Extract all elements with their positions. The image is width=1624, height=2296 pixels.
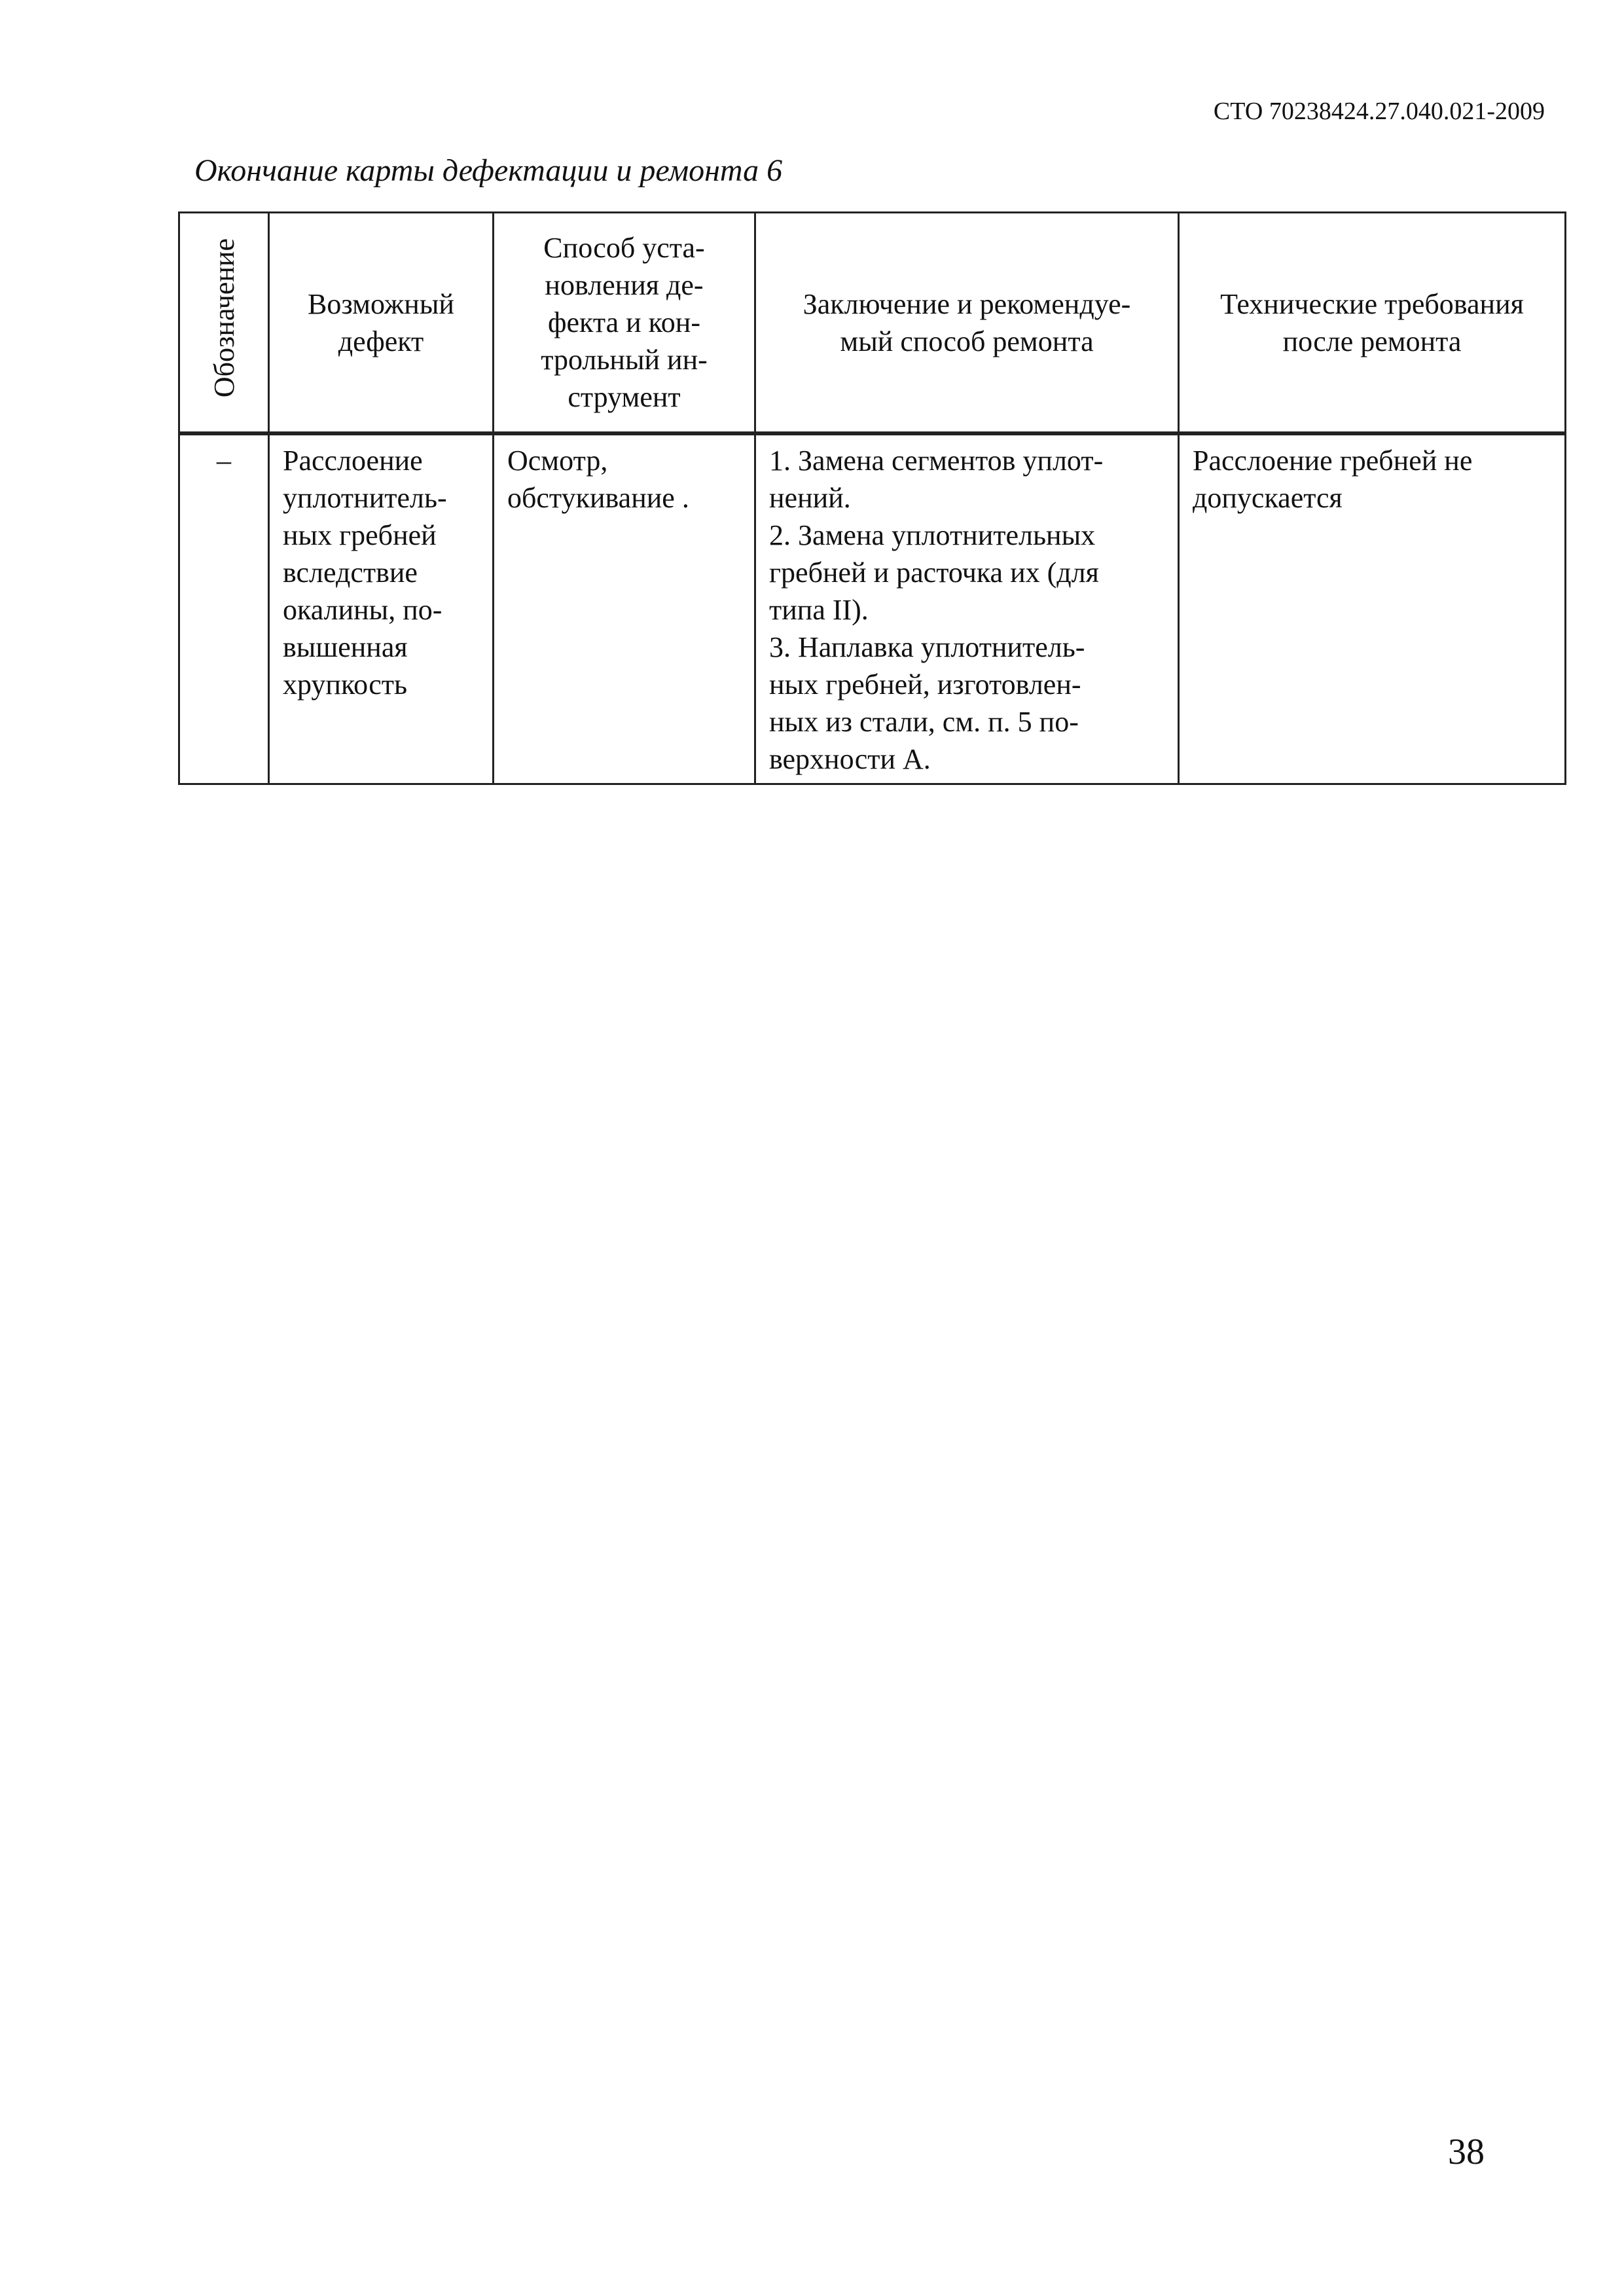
- header-designation-label: Обозначение: [208, 238, 240, 398]
- cell-detection-method: Осмотр, обстукивание .: [494, 433, 755, 784]
- header-detection-method: [494, 213, 755, 434]
- cell-conclusion: 1. Замена сегментов уплот- нений. 2. Замена уплотнительных гребней и расточка их (для типа II). 3. Наплавка уплотнитель- ных гребней, изготовлен- ных из стали, см. п. 5 по- верхности А.: [755, 433, 1179, 784]
- header-requirements: [1179, 213, 1566, 434]
- cell-designation: –: [179, 433, 269, 784]
- header-detection-method-label: Способ уста- новления де- фекта и кон- трольный ин- струмент: [541, 232, 708, 413]
- table-row: [179, 433, 1566, 784]
- header-conclusion-label: Заключение и рекомендуе- мый способ ремонта: [803, 287, 1131, 357]
- defect-repair-table: [178, 211, 1566, 785]
- header-requirements-label: Технические требования после ремонта: [1220, 287, 1524, 357]
- cell-requirements: Расслоение гребней не допускается: [1179, 433, 1566, 784]
- document-code: СТО 70238424.27.040.021-2009: [1213, 98, 1545, 125]
- page-number: 38: [1448, 2132, 1485, 2172]
- table-caption: Окончание карты дефектации и ремонта 6: [194, 153, 783, 188]
- cell-defect: Расслоение уплотнитель- ных гребней вследствие окалины, по- вышенная хрупкость: [269, 433, 494, 784]
- table-header-row: [179, 213, 1566, 434]
- header-designation: [179, 213, 269, 434]
- header-conclusion: [755, 213, 1179, 434]
- header-defect-label: Возможный дефект: [308, 287, 454, 357]
- header-defect: [269, 213, 494, 434]
